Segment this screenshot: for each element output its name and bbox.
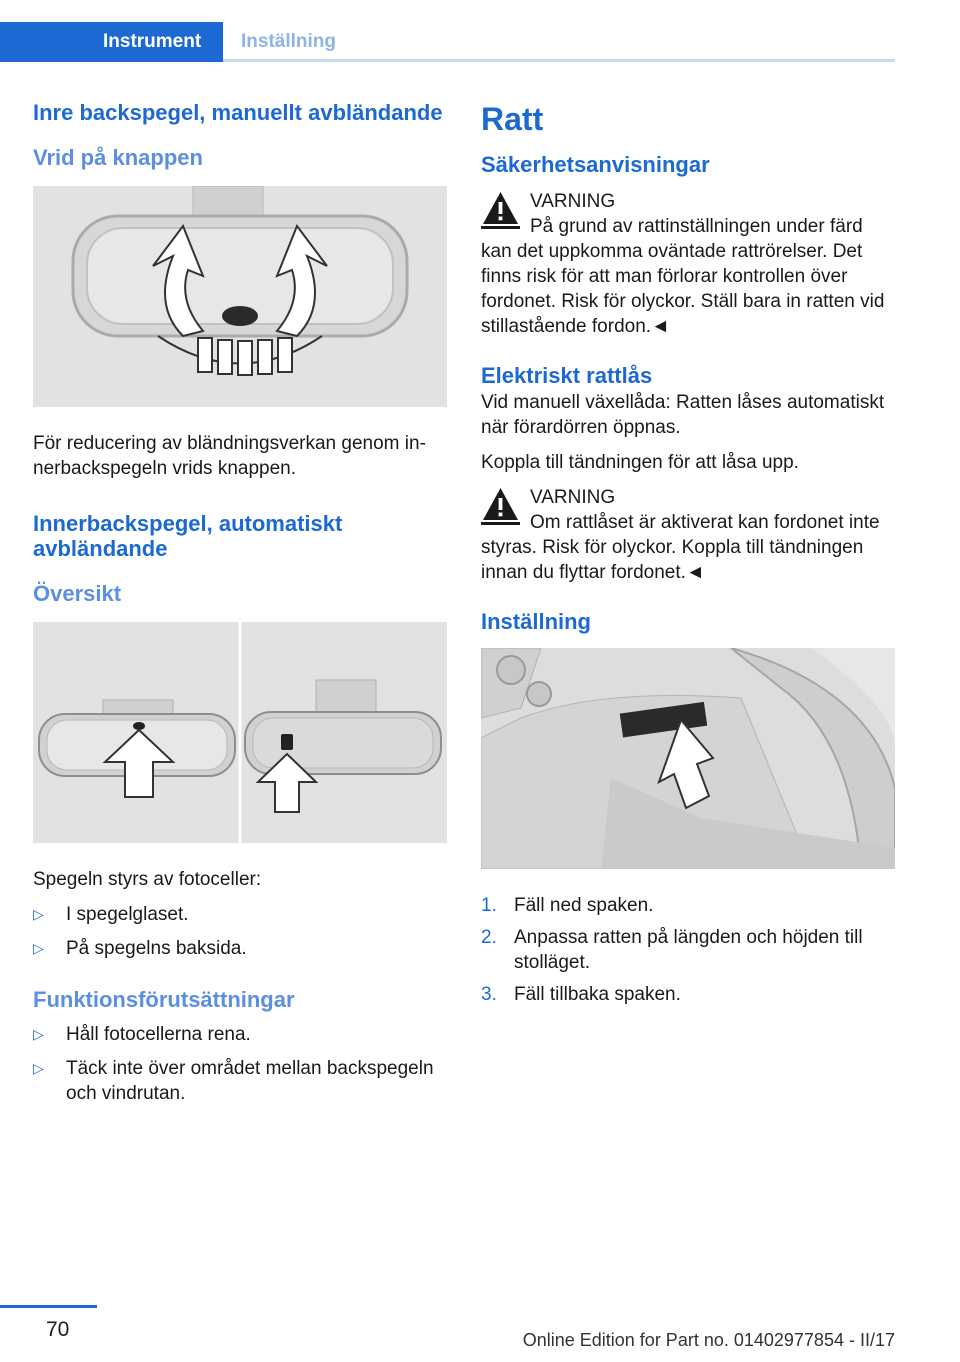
tab-instrument[interactable]: Instrument (0, 22, 223, 62)
warning-text-steering: På grund av rattinställningen under färd kan det uppkomma oväntade rattrörelser. Det finns risk för att man förlorar kontrollen över fordonet. Risk för olyckor. Ställ bara in ratten vid stillastående fordon.◄ (481, 216, 885, 337)
steering-lever-illustration (481, 648, 895, 869)
warning-label: VARNING (530, 487, 616, 508)
text-unlock: Koppla till tändningen för att låsa upp. (481, 452, 799, 473)
triangle-bullet-icon: ▷ (33, 1060, 44, 1076)
photocell-list (33, 902, 447, 961)
heading-adjustment: Inställning (481, 609, 591, 634)
section-title-ratt: Ratt (481, 101, 544, 137)
footer-rule (0, 1305, 97, 1308)
text-manual-gearbox: Vid manuell växellåda: Ratten låses automatiskt när förardörren öppnas. (481, 392, 885, 438)
list-item: ▷ På spegelns baksida. (33, 938, 247, 959)
list-item: 3. Fäll tillbaka spaken. (481, 984, 681, 1005)
tab-installning[interactable]: Inställning (241, 31, 336, 52)
subheading-overview: Översikt (33, 581, 122, 606)
list-item: ▷ Håll fotocellerna rena. (33, 1024, 251, 1045)
header-divider (223, 59, 895, 62)
list-item: ▷ Täck inte över området mellan backspegeln och vindrutan. (33, 1058, 434, 1104)
text-knob-description: För reducering av bländningsverkan genom innerbackspegeln vrids knappen. (33, 433, 426, 479)
figure-steering-lever (481, 648, 895, 869)
warning-label: VARNING (530, 191, 616, 212)
photocell-illustration (33, 622, 447, 843)
heading-auto-mirror: Innerbackspegel, automatiskt avbländande (33, 511, 343, 561)
page-number: 70 (46, 1318, 70, 1341)
adjustment-steps (481, 893, 895, 1007)
edition-note: Online Edition for Part no. 01402977854 - II/17 (522, 1330, 895, 1350)
triangle-bullet-icon: ▷ (33, 940, 44, 956)
triangle-bullet-icon: ▷ (33, 906, 44, 922)
figure-auto-mirror (33, 622, 447, 843)
list-item: 1. Fäll ned spaken. (481, 895, 654, 916)
warning-block-2 (481, 485, 895, 585)
subheading-requirements: Funktionsförutsättningar (33, 987, 295, 1012)
left-column (33, 100, 447, 1120)
right-column (481, 100, 895, 1014)
text-photocells: Spegeln styrs av fotoceller: (33, 869, 262, 890)
heading-safety: Säkerhetsanvisningar (481, 152, 710, 177)
mirror-knob-illustration (33, 186, 447, 407)
heading-manual-mirror: Inre backspegel, manuellt avbländande (33, 100, 443, 125)
warning-triangle-icon (481, 485, 520, 525)
warning-block-1 (481, 189, 895, 339)
requirements-list (33, 1022, 447, 1106)
heading-steering-lock: Elektriskt rattlås (481, 363, 653, 388)
warning-triangle-icon (481, 189, 520, 229)
warning-text-lock: Om rattlåset är aktiverat kan fordonet inte styras. Risk för olyckor. Koppla till tändningen innan du flyttar fordonet.◄ (481, 512, 880, 583)
chapter-header (0, 22, 895, 62)
list-item: ▷ I spegelglaset. (33, 904, 189, 925)
triangle-bullet-icon: ▷ (33, 1026, 44, 1042)
subheading-turn-knob: Vrid på knappen (33, 145, 203, 170)
list-item: 2. Anpassa ratten på längden och höjden till stolläget. (481, 927, 863, 973)
figure-manual-mirror (33, 186, 447, 407)
